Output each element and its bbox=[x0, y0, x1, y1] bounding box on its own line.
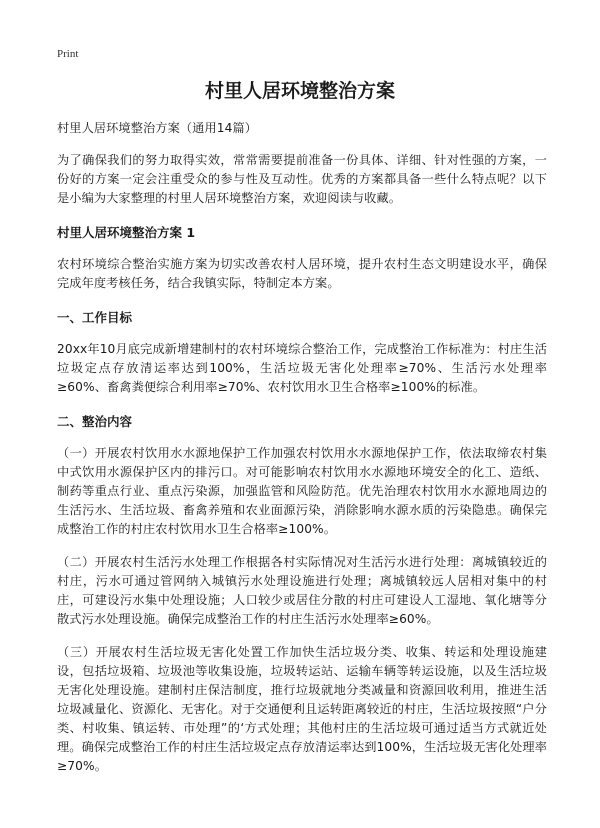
goals-heading: 一、工作目标 bbox=[57, 310, 133, 325]
document-subtitle: 村里人居环境整治方案（通用14篇） bbox=[57, 121, 258, 135]
content-item-3: （三）开展农村生活垃圾无害化处置工作加快生活垃圾分类、收集、转运和处理设施建设，包括垃圾箱、垃圾池等收集设施，垃圾转运站、运输车辆等转运设施，以及生活垃圾无害化处理设施。建制村庄保洁制度，推行垃圾就地分类减量和资源回收利用，推进生活垃圾减量化、资源化、无害化。对于交通便利且运转距离较近的村庄，生活垃圾按照“户分类、村收集、镇运转、市处理”的‘方式处理；其他村庄的生活垃圾可通过适当方式就近处理。确保完成整治工作的村庄生活垃圾定点存放清运率达到100%，生活垃圾无害化处理率≥70%。 bbox=[57, 645, 547, 773]
content-item-2: （二）开展农村生活污水处理工作根据各村实际情况对生活污水进行处理：离城镇较近的村庄，污水可通过管网纳入城镇污水处理设施进行处理；离城镇较远人居相对集中的村庄，可建设污水集中处理设施；人口较少或居住分散的村庄可建设人工湿地、氧化塘等分散式污水处理设施。确保完成整治工作的村庄生活污水处理率≥60%。 bbox=[57, 555, 547, 626]
page-title: 村里人居环境整治方案 bbox=[204, 80, 395, 102]
content-item-1: （一）开展农村饮用水水源地保护工作加强农村饮用水水源地保护工作，依法取缔农村集中式饮用水源保护区内的排污口。对可能影响农村饮用水水源地环境安全的化工、造纸、制药等重点行业、重点污染源，加强监管和风险防范。优先治理农村饮用水水源地周边的生活污水、生活垃圾、畜禽养殖和农业面源污染，消除影响水源水质的污染隐患。确保完成整治工作的村庄农村饮用水卫生合格率≥100%。 bbox=[57, 446, 547, 536]
intro-paragraph: 为了确保我们的努力取得实效，常常需要提前准备一份具体、详细、针对性强的方案，一份好的方案一定会注重受众的参与性及互动性。优秀的方案都具备一些什么特点呢？以下是小编为大家整理的村里人居环境整治方案，欢迎阅读与收藏。 bbox=[57, 153, 547, 205]
document-body bbox=[57, 119, 547, 790]
section-intro-paragraph: 农村环境综合整治实施方案为切实改善农村人居环境，提升农村生态文明建设水平，确保完成年度考核任务，结合我镇实际，特制定本方案。 bbox=[57, 257, 547, 290]
goals-paragraph: 20xx年10月底完成新增建制村的农村环境综合整治工作，完成整治工作标准为：村庄生活垃圾定点存放清运率达到100%，生活垃圾无害化处理率≥70%、生活污水处理率≥60%、畜禽粪便综合利用率≥70%、农村饮用水卫生合格率≥100%的标准。 bbox=[57, 342, 547, 394]
content-heading: 二、整治内容 bbox=[57, 414, 133, 429]
section-title: 村里人居环境整治方案 1 bbox=[57, 225, 196, 240]
print-link[interactable]: Print bbox=[57, 48, 79, 60]
